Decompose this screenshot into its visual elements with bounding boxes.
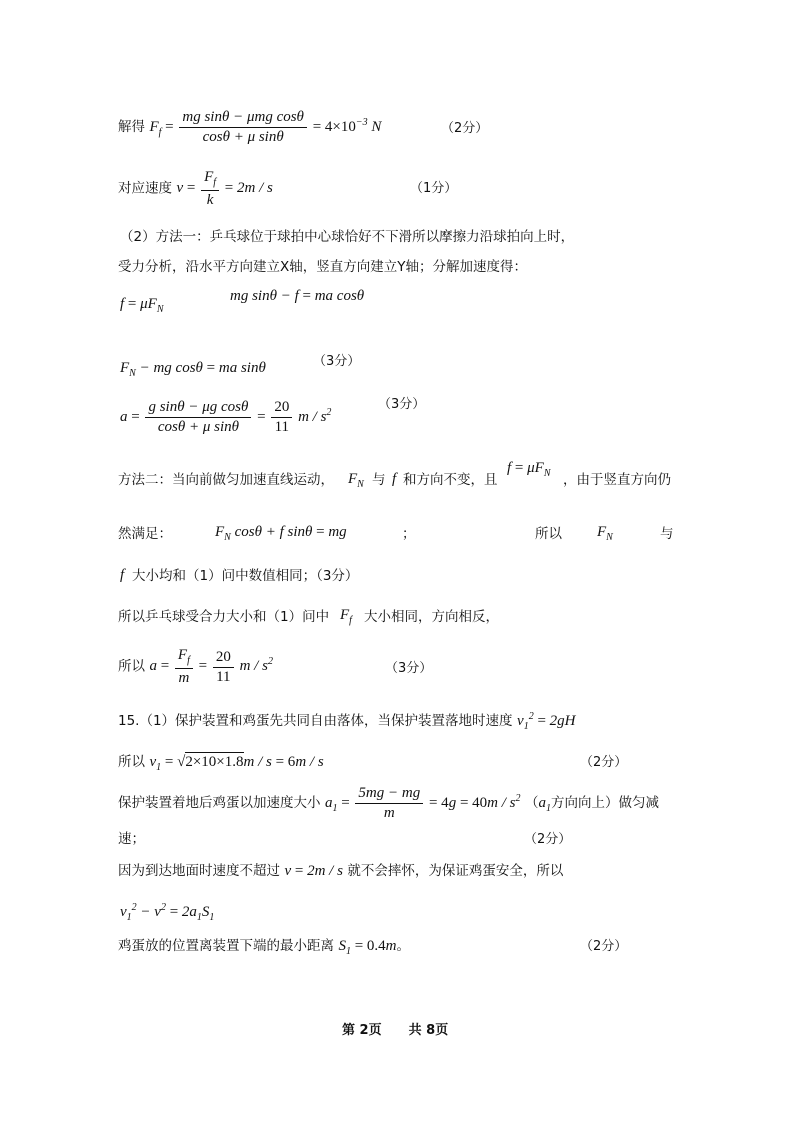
text-velocity-label: 对应速度 [118,180,172,197]
force-analysis-text: 受力分析，沿水平方向建立X轴，竖直方向建立Y轴；分解加速度得： [118,259,527,275]
formula-vertical-balance: $F_N$ cosθ + f sinθ = mg [215,524,347,543]
question-15-line [118,712,576,732]
formula-acceleration-2: a = $\frac{F_f}{m}$ = $\frac{20}{11}$ m / $s^2$ [149,647,273,686]
formula-velocity: v = $\frac{F_f}{k}$ = 2m / s [176,169,273,208]
page-footer [342,1024,448,1037]
page-total: 共 8页 [408,1023,449,1038]
solution-line-a1 [118,786,659,821]
method-two-text-d: ，由于竖直方向仍 [563,472,671,488]
still-satisfy-text: 然满足： [118,526,172,542]
formula-s1: $S_1 = 0.4m$ [338,938,397,957]
symbol-fn: $F_N$ [348,471,364,490]
formula-a1: $a_1$ = $\frac{5mg - mg}{m}$ = $4g = 40m / s^2$ [324,785,521,821]
method-two-text-c: 和方向不变，且 [403,472,498,488]
score-3b: （3分） [378,397,426,412]
formula-kinematics: $v_1^2 - v^2 = 2a_1S_1$ [120,902,215,923]
so-label-2: 所以 [118,754,145,770]
score-2b: （2分） [580,755,628,770]
symbol-f-2: f [120,567,125,583]
paren-open: （ [524,794,539,811]
formula-friction-force: $F_f$ = $\frac{\text{mg sinθ − μmg cosθ}}{\text{cosθ + μ sinθ}}$ = $4\times 10^{-3}$ N [149,109,382,145]
net-force-text-a: 所以乒乓球受合力大小和（1）问中 [118,609,330,625]
symbol-ff: $F_f$ [340,607,352,626]
score-3c: （3分） [385,661,433,676]
formula-v1-squared: $v_1^2 = 2gH$ [517,711,576,732]
formula-x-equation: mg sinθ − f = ma cosθ [230,288,365,304]
safety-text-b: 就不会摔怀，为保证鸡蛋安全，所以 [347,863,564,879]
score-2: （2分） [441,121,489,136]
direction-text: 方向向上）做匀减 [550,794,659,811]
method-two-text-a: 方法二：当向前做匀加速直线运动， [118,472,334,488]
formula-f-mu-fn-2: $f = \mu F_N$ [507,460,551,479]
solution-line-v1 [118,755,324,773]
so-label: 所以 [118,658,145,675]
period: 。 [396,938,411,954]
symbol-a1: $a_1$ [538,794,551,814]
safety-text-a: 因为到达地面时速度不超过 [118,863,280,879]
symbol-f: f [392,471,397,487]
score-3a: （3分） [313,354,361,369]
formula-f-mu-fn: $f = \mu F_N$ [120,296,164,315]
method-one-text: （2）方法一：乒乓球位于球拍中心球恰好不下滑所以摩擦力沿球拍向上时， [120,229,575,245]
and-text: 与 [660,526,674,542]
deceleration-text: 保护装置着地后鸡蛋以加速度大小 [118,794,321,811]
formula-y-equation: $F_N$ − mg cosθ = ma sinθ [120,360,266,379]
formula-v1: $v_1 = √2\times 10\times 1.8m / s = 6m / s$ [149,754,324,773]
semicolon: ； [402,526,416,542]
net-force-text-b: 大小相同，方向相反， [364,609,499,625]
formula-acceleration-1: a = $\frac{\text{g sinθ − μg cosθ}}{\text{cosθ + μ sinθ}}$ = $\frac{20}{11}$ m / $s^2$ [120,399,332,435]
same-values-text: 大小均和（1）问中数值相同；（3分） [132,568,359,584]
formula-v-limit: v = 2m / s [284,863,343,879]
score-1: （1分） [410,181,458,196]
question-15-text: 15.（1）保护装置和鸡蛋先共同自由落体，当保护装置落地时速度 [118,713,513,729]
method-two-text-b: 与 [372,472,386,488]
safety-line [118,864,563,879]
symbol-fn-2: $F_N$ [597,524,613,543]
solution-line-velocity [118,170,273,208]
score-2c: （2分） [524,832,572,847]
score-2d: （2分） [580,939,628,954]
text-solve-label: 解得 [118,118,145,135]
solution-line-acceleration-2 [118,648,273,686]
page-number: 第 2页 [342,1023,382,1038]
min-distance-text: 鸡蛋放的位置离装置下端的最小距离 [118,938,334,954]
solution-line-friction-force [118,110,381,145]
decel-end-text: 速； [118,831,145,847]
so-text: 所以 [535,526,562,542]
min-distance-line [118,939,410,957]
